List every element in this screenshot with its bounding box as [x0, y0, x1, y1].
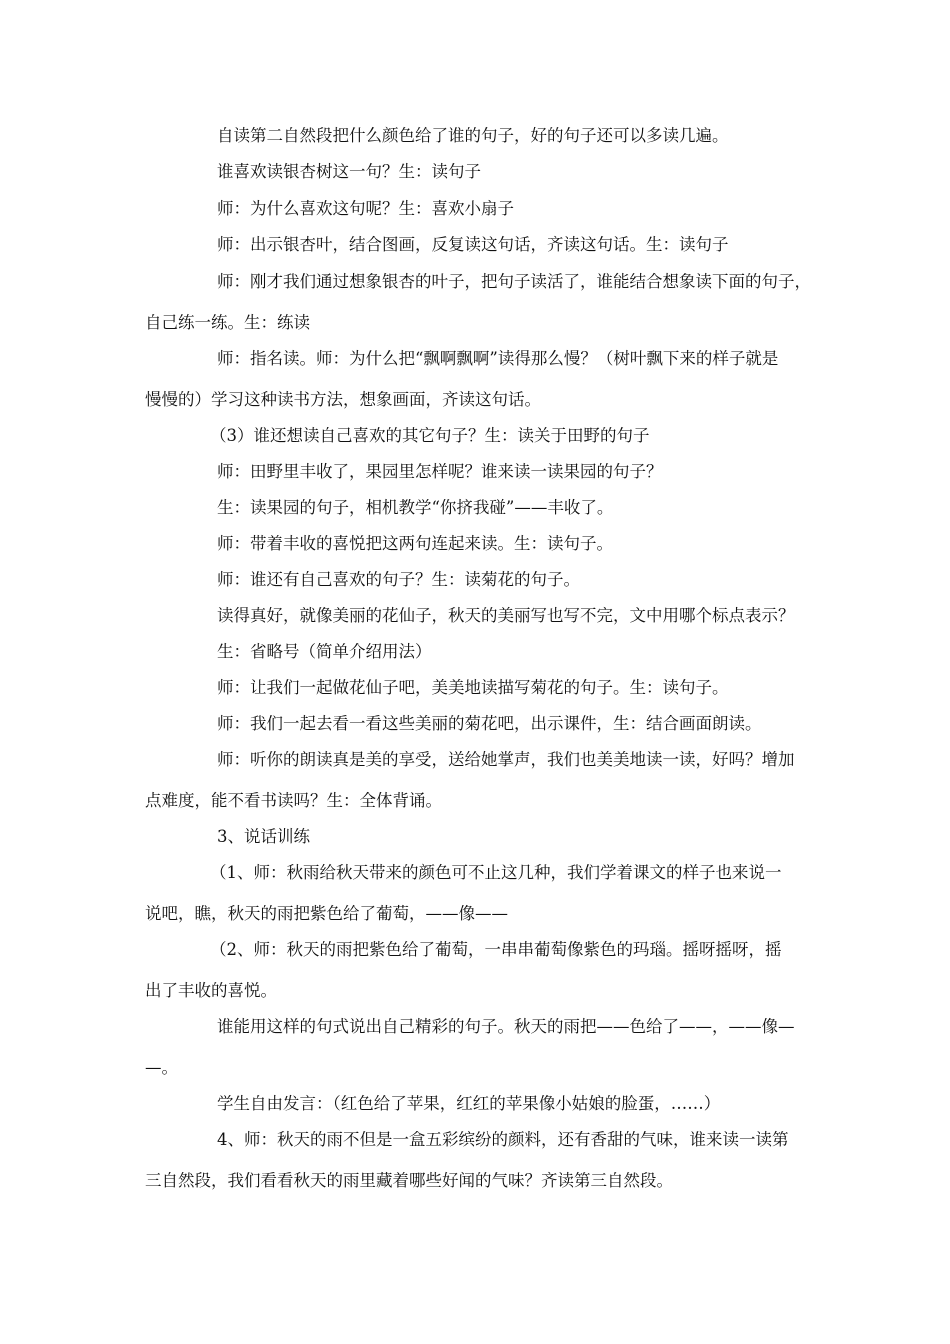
paragraph-line: 三自然段，我们看看秋天的雨里藏着哪些好闻的气味？齐读第三自然段。 — [145, 1171, 673, 1190]
paragraph-line: 师：带着丰收的喜悦把这两句连起来读。生：读句子。 — [217, 534, 613, 553]
paragraph-line: 说吧，瞧，秋天的雨把紫色给了葡萄，——像—— — [145, 904, 508, 923]
paragraph-line: 4、师：秋天的雨不但是一盒五彩缤纷的颜料，还有香甜的气味，谁来读一读第 — [217, 1130, 789, 1149]
paragraph-line: 自己练一练。生：练读 — [145, 313, 310, 332]
paragraph-line: 师：听你的朗读真是美的享受，送给她掌声，我们也美美地读一读，好吗？增加 — [217, 750, 795, 769]
paragraph-line: 点难度，能不看书读吗？生：全体背诵。 — [145, 791, 442, 810]
paragraph-line: 师：让我们一起做花仙子吧，美美地读描写菊花的句子。生：读句子。 — [217, 678, 729, 697]
paragraph-line: 生：省略号（简单介绍用法） — [217, 642, 432, 661]
paragraph-line: （2、师：秋天的雨把紫色给了葡萄，一串串葡萄像紫色的玛瑙。摇呀摇呀，摇 — [210, 940, 782, 959]
paragraph-line: —。 — [145, 1058, 178, 1077]
paragraph-line: 师：出示银杏叶，结合图画，反复读这句话，齐读这句话。生：读句子 — [217, 235, 729, 254]
paragraph-line: 读得真好，就像美丽的花仙子，秋天的美丽写也写不完，文中用哪个标点表示？ — [217, 606, 795, 625]
paragraph-line: 谁喜欢读银杏树这一句？生：读句子 — [217, 162, 481, 181]
paragraph-line: 师：谁还有自己喜欢的句子？生：读菊花的句子。 — [217, 570, 580, 589]
paragraph-line: 学生自由发言：（红色给了苹果，红红的苹果像小姑娘的脸蛋，……） — [217, 1094, 721, 1113]
paragraph-line: 慢慢的）学习这种读书方法，想象画面，齐读这句话。 — [145, 390, 541, 409]
section-heading: 3、说话训练 — [217, 827, 310, 846]
paragraph-line: 师：为什么喜欢这句呢？生：喜欢小扇子 — [217, 199, 514, 218]
paragraph-line: 自读第二自然段把什么颜色给了谁的句子，好的句子还可以多读几遍。 — [217, 126, 729, 145]
paragraph-line: 师：田野里丰收了，果园里怎样呢？谁来读一读果园的句子？ — [217, 462, 663, 481]
paragraph-line: 师：刚才我们通过想象银杏的叶子，把句子读活了，谁能结合想象读下面的句子， — [217, 272, 811, 291]
paragraph-line: （1、师：秋雨给秋天带来的颜色可不止这几种，我们学着课文的样子也来说一 — [210, 863, 782, 882]
paragraph-line: （3）谁还想读自己喜欢的其它句子？生：读关于田野的句子 — [210, 426, 650, 445]
paragraph-line: 师：指名读。师：为什么把“飘啊飘啊”读得那么慢？（树叶飘下来的样子就是 — [217, 349, 779, 368]
paragraph-line: 师：我们一起去看一看这些美丽的菊花吧，出示课件，生：结合画面朗读。 — [217, 714, 762, 733]
paragraph-line: 出了丰收的喜悦。 — [145, 981, 277, 1000]
paragraph-line: 谁能用这样的句式说出自己精彩的句子。秋天的雨把——色给了——，——像— — [217, 1017, 795, 1036]
paragraph-line: 生：读果园的句子，相机教学“你挤我碰”——丰收了。 — [217, 498, 614, 517]
